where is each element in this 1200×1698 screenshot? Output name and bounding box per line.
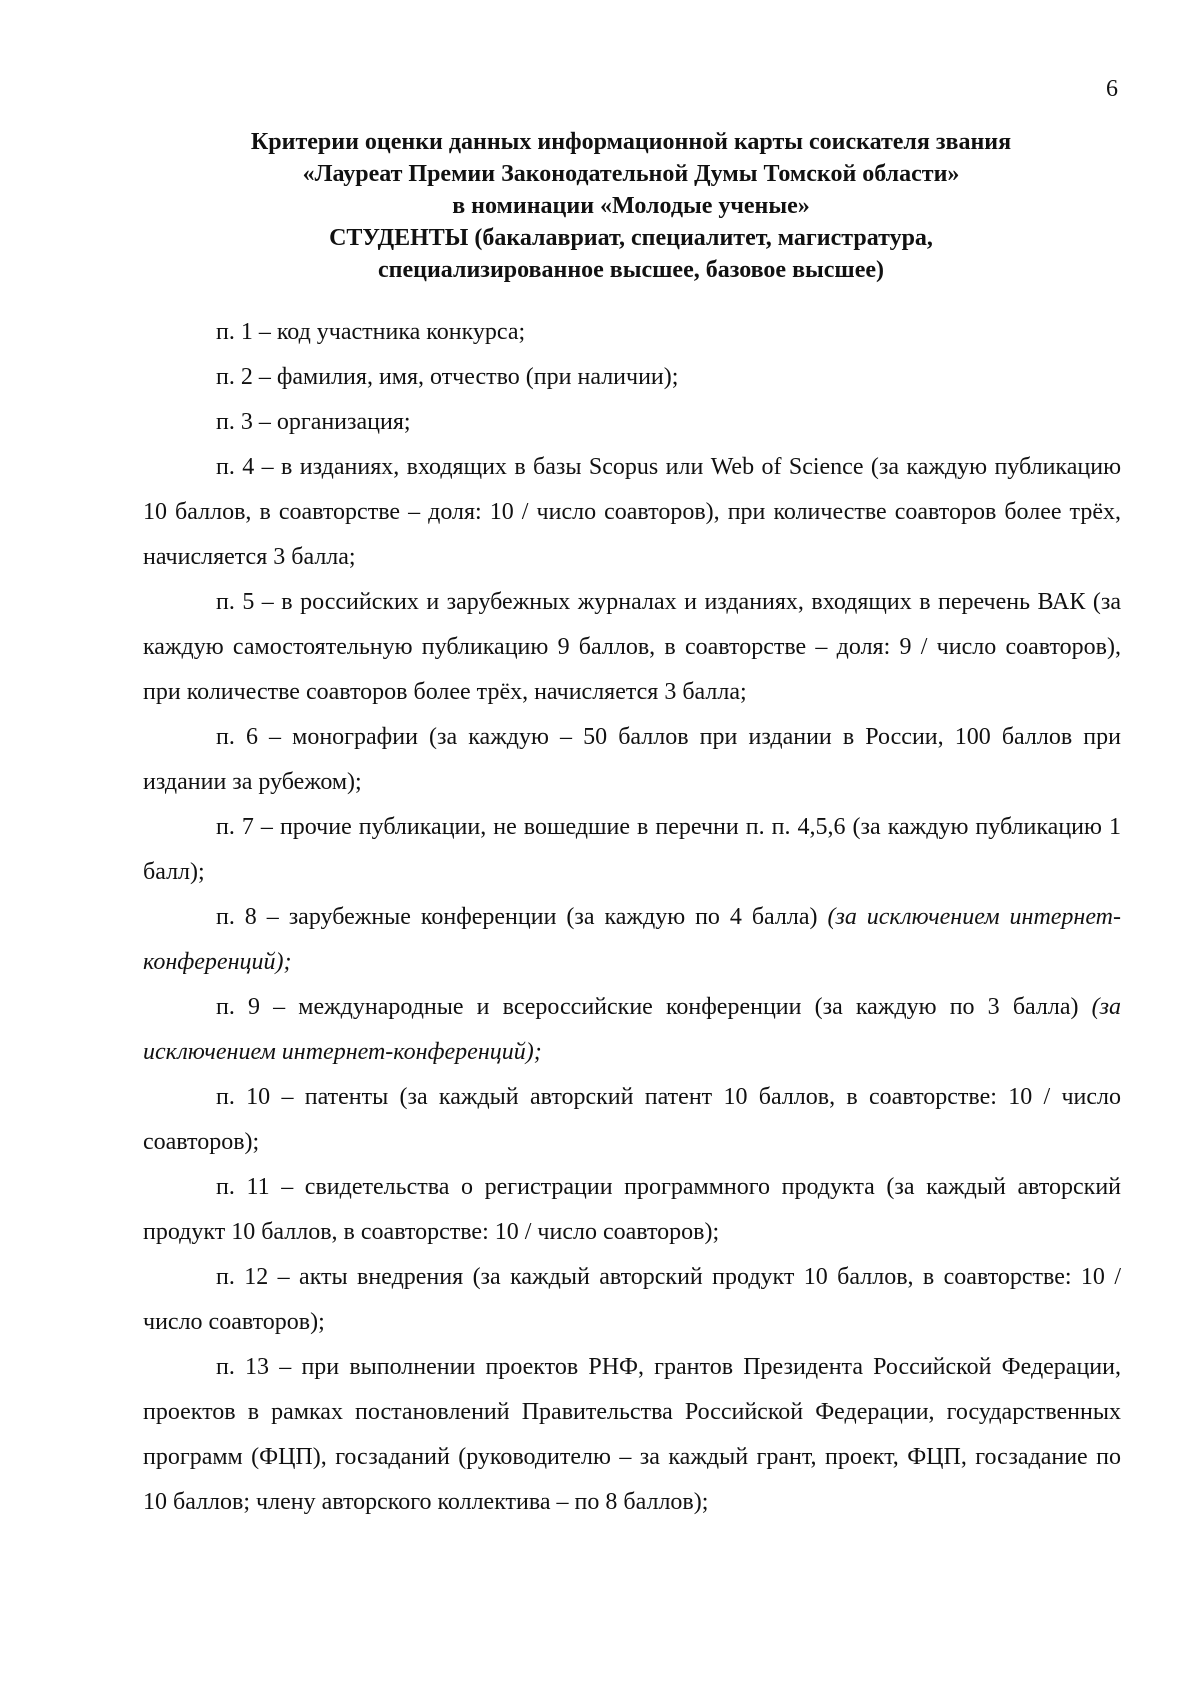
document-heading (140, 126, 1122, 286)
criteria-item-8 (143, 895, 1121, 985)
criteria-item-6 (143, 715, 1121, 805)
criteria-item-1 (143, 310, 1121, 355)
criteria-item-5 (143, 580, 1121, 715)
criteria-item-2 (143, 355, 1121, 400)
criteria-item-7 (143, 805, 1121, 895)
criteria-note: (за исключением интернет-конференций); (143, 994, 1121, 1065)
criteria-text: п. 11 – свидетельства о регистрации программного продукта (за каждый авторский продукт 10 баллов, в соавторстве: 10 / число соавторов); (143, 1174, 1121, 1245)
criteria-item-3 (143, 400, 1121, 445)
criteria-text: п. 5 – в российских и зарубежных журналах и изданиях, входящих в перечень ВАК (за каждую самостоятельную публикацию 9 баллов, в соавторстве – доля: 9 / число соавторов), при количестве соавторов более трёх, начисляется 3 балла; (143, 589, 1121, 705)
heading-line: в номинации «Молодые ученые» (452, 193, 810, 219)
criteria-item-9 (143, 985, 1121, 1075)
criteria-item-12 (143, 1255, 1121, 1345)
heading-line: СТУДЕНТЫ (бакалавриат, специалитет, магистратура, (329, 225, 933, 251)
criteria-list (143, 310, 1121, 1525)
criteria-text: п. 4 – в изданиях, входящих в базы Scopus или Web of Science (за каждую публикацию 10 баллов, в соавторстве – доля: 10 / число соавторов), при количестве соавторов более трёх, начисляется 3 балла; (143, 454, 1121, 570)
heading-line: Критерии оценки данных информационной карты соискателя звания (250, 129, 1012, 155)
criteria-text: п. 3 – организация; (216, 409, 411, 435)
criteria-text: п. 8 – зарубежные конференции (за каждую по 4 балла) (216, 904, 828, 930)
criteria-text: п. 12 – акты внедрения (за каждый авторский продукт 10 баллов, в соавторстве: 10 / число соавторов); (143, 1264, 1121, 1335)
criteria-text: п. 10 – патенты (за каждый авторский патент 10 баллов, в соавторстве: 10 / число соавторов); (143, 1084, 1121, 1155)
heading-line: специализированное высшее, базовое высшее) (378, 257, 884, 283)
criteria-item-11 (143, 1165, 1121, 1255)
criteria-item-10 (143, 1075, 1121, 1165)
criteria-text: п. 6 – монографии (за каждую – 50 баллов при издании в России, 100 баллов при издании за рубежом); (143, 724, 1121, 795)
criteria-text: п. 1 – код участника конкурса; (216, 319, 526, 345)
criteria-text: п. 2 – фамилия, имя, отчество (при наличии); (216, 364, 679, 390)
page-number: 6 (1106, 76, 1118, 102)
criteria-text: п. 7 – прочие публикации, не вошедшие в перечни п. п. 4,5,6 (за каждую публикацию 1 балл); (143, 814, 1121, 885)
heading-line: «Лауреат Премии Законодательной Думы Томской области» (302, 161, 960, 187)
criteria-text: п. 9 – международные и всероссийские конференции (за каждую по 3 балла) (216, 994, 1092, 1020)
criteria-item-4 (143, 445, 1121, 580)
criteria-item-13 (143, 1345, 1121, 1525)
criteria-text: п. 13 – при выполнении проектов РНФ, грантов Президента Российской Федерации, проектов в рамках постановлений Правительства Российской Федерации, государственных программ (ФЦП), госзаданий (руководителю – за каждый грант, проект, ФЦП, госзадание по 10 баллов; члену авторского коллектива – по 8 баллов); (143, 1354, 1121, 1515)
criteria-note: (за исключением интернет-конференций); (143, 904, 1121, 975)
